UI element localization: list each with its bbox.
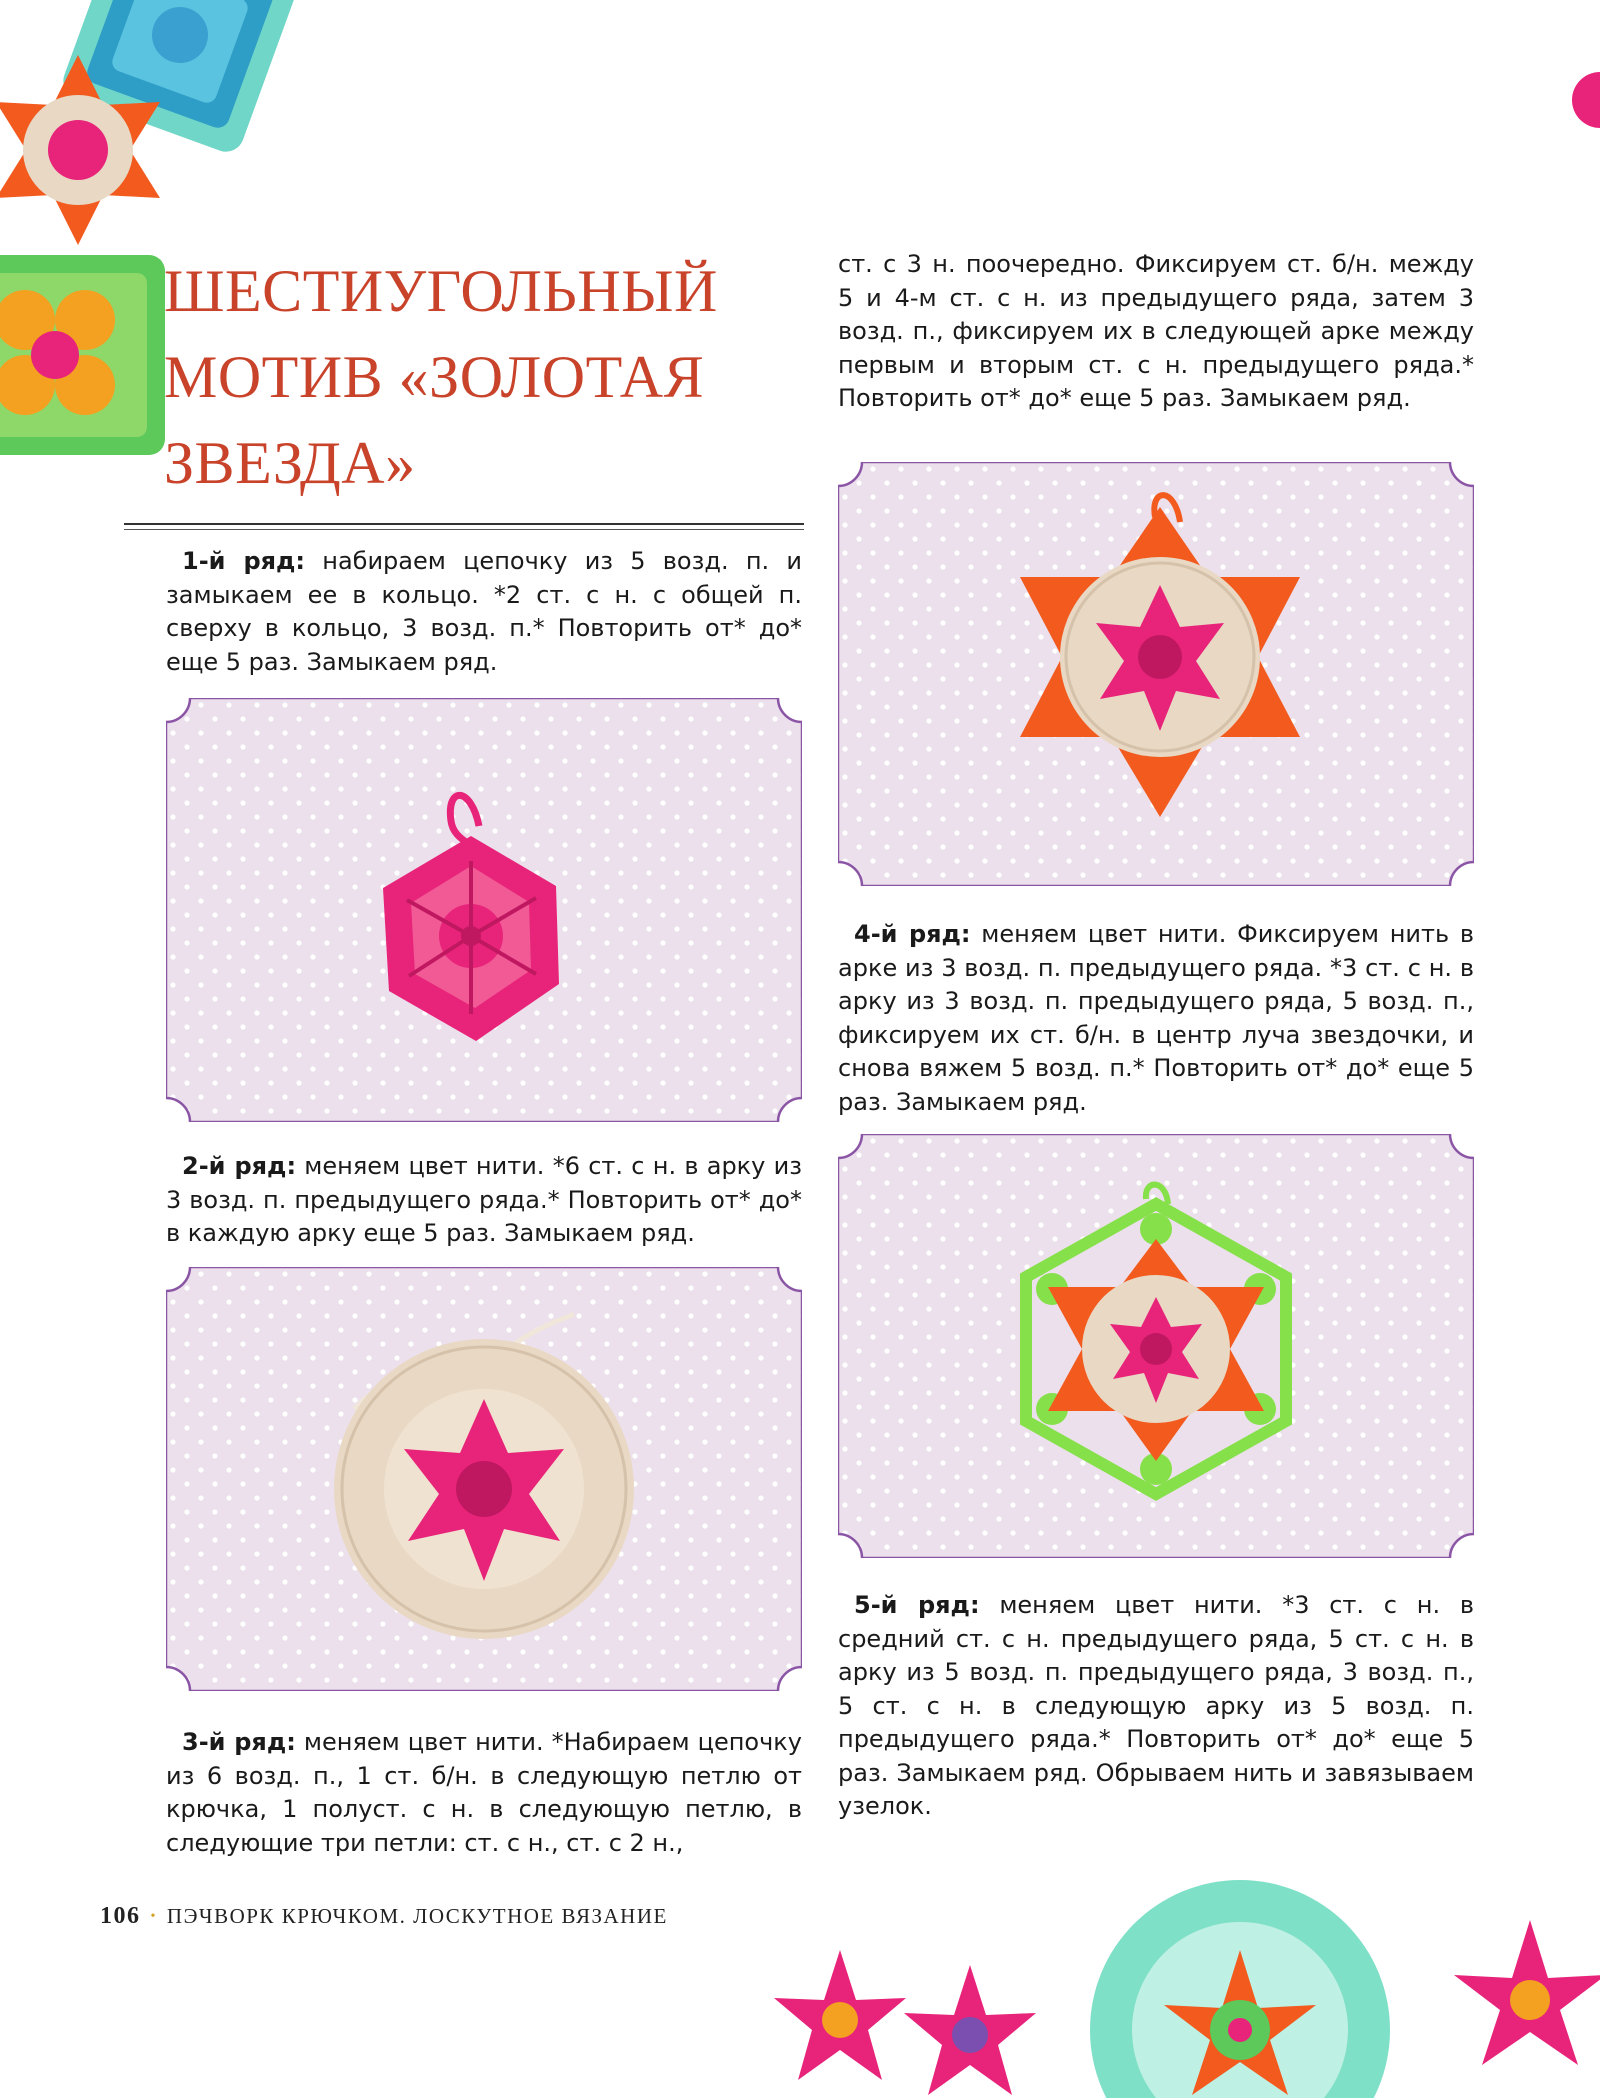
row-4-instructions <box>838 918 1474 1119</box>
title-divider-thin <box>124 529 804 530</box>
title-divider <box>124 523 804 525</box>
photo-row-1 <box>166 698 802 1122</box>
photo-row-3 <box>838 462 1474 886</box>
photo-row-4 <box>838 1134 1474 1558</box>
row-3-instructions <box>166 1726 802 1860</box>
title-line-1: ШЕСТИУГОЛЬНЫЙ <box>164 258 718 324</box>
row-3-instructions-continued: ст. с 3 н. поочередно. Фиксируем ст. б/н. между 5 и 4-м ст. с н. из предыдущего ряда, затем 3 возд. п., фиксируем их в следующей арке между первым и вторым ст. с н. предыдущего ряда.* Повторить от* до* еще 5 раз. Замыкаем ряд. <box>838 250 1474 412</box>
row-3-label: 3-й ряд: <box>182 1728 296 1756</box>
row-1-text: набираем цепочку из 5 возд. п. и замыкаем ее в кольцо. *2 ст. с н. с общей п. сверху в кольцо, 3 возд. п.* Повторить от* до* еще 5 раз. Замыкаем ряд. <box>166 547 802 676</box>
page-footer <box>100 1903 668 1930</box>
row-1-instructions <box>166 545 802 679</box>
row-5-text: меняем цвет нити. *3 ст. с н. в средний ст. с н. предыдущего ряда, 5 ст. с н. в арку из 5 возд. п. предыдущего ряда, 3 возд. п., 5 ст. с н. в следующую арку из 5 возд. п. предыдущего ряда.* Повторить от* до* еще 5 раз. Замыкаем ряд. Обрываем нить и завязываем узелок. <box>838 1591 1475 1820</box>
row-4-label: 4-й ряд: <box>854 920 971 948</box>
row-3-text: меняем цвет нити. *Набираем цепочку из 6 возд. п., 1 ст. б/н. в следующую петлю от крючка, 1 полуст. с н. в следующую петлю, в следующие три петли: ст. с н., ст. с 2 н., <box>166 1728 802 1857</box>
title-line-2: МОТИВ «ЗОЛОТАЯ <box>164 344 705 410</box>
title-line-3: ЗВЕЗДА» <box>164 430 416 496</box>
row-2-label: 2-й ряд: <box>182 1152 297 1180</box>
photo-row-2 <box>166 1267 802 1691</box>
decorative-crochet-edge-top-right <box>1570 30 1600 180</box>
page-number: 106 <box>100 1903 141 1929</box>
page-title <box>164 248 744 506</box>
footer-separator: • <box>150 1909 157 1924</box>
row-1-label: 1-й ряд: <box>182 547 306 575</box>
row-5-label: 5-й ряд: <box>854 1591 980 1619</box>
row-4-text: меняем цвет нити. Фиксируем нить в арке из 3 возд. п. предыдущего ряда. *3 ст. с н. в арку из 3 возд. п. предыдущего ряда, 5 возд. п., фиксируем их ст. б/н. в центр луча звездочки, и снова вяжем 5 возд. п.* Повторить от* до* еще 5 раз. Замыкаем ряд. <box>838 920 1475 1116</box>
decorative-crochet-flowers-bottom <box>680 1860 1600 2098</box>
book-title: ПЭЧВОРК КРЮЧКОМ. ЛОСКУТНОЕ ВЯЗАНИЕ <box>166 1904 668 1928</box>
row-5-instructions <box>838 1589 1474 1824</box>
row-2-text: меняем цвет нити. *6 ст. с н. в арку из 3 возд. п. предыдущего ряда.* Повторить от* до* в каждую арку еще 5 раз. Замыкаем ряд. <box>166 1152 802 1247</box>
row-2-instructions <box>166 1150 802 1251</box>
